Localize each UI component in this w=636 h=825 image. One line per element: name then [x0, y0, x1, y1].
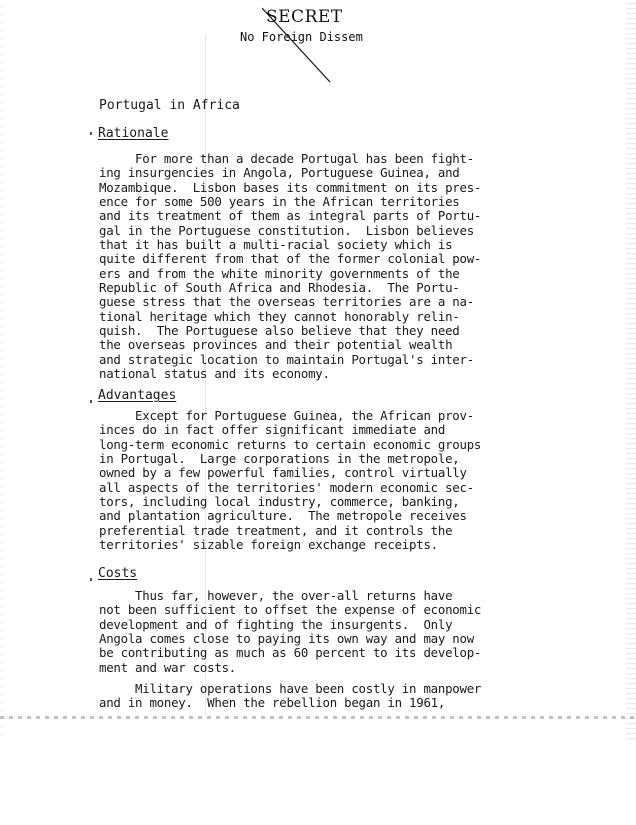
scan-edge-right [626, 0, 636, 740]
margin-mark [90, 400, 92, 403]
margin-mark [90, 132, 92, 135]
classification-strikethrough-mark [262, 6, 362, 86]
section-heading-rationale: Rationale [98, 126, 169, 141]
document-title: Portugal in Africa [99, 98, 240, 113]
section-paragraph-advantages: Except for Portuguese Guinea, the African prov- inces do in fact offer significant immediate and long-term economic returns to certain economic groups in Portugal. Large corporations in the metropole, owned by a few powerful families, control virtually all aspects of the territories' modern economic sec- tors, including local industry, commerce, banking, and plantation agriculture. The metropole receives preferential trade treatment, and it controls the territories' sizable foreign exchange receipts. [99, 408, 482, 553]
section-paragraph-costs-2: Military operations have been costly in manpower and in money. When the rebellion began in 1961, [99, 681, 482, 711]
classification-marking: SECRET [266, 7, 343, 27]
scan-edge-left [0, 0, 3, 740]
section-heading-costs: Costs [98, 566, 138, 581]
section-paragraph-rationale: For more than a decade Portugal has been fight- ing insurgencies in Angola, Portuguese Guinea, and Mozambique. Lisbon bases its commitment on its pres- ence for some 500 years in the African territories and its treatment of them as integral parts of Portu- gal in the Portuguese constitution. Lisbon believes that it has built a multi-racial society which is quite different from that of the former colonial pow- ers and from the white minority governments of the Republic of South Africa and Rhodesia. The Portu- guese stress that the overseas territories are a na- tional heritage which they cannot honorably relin- quish. The Portuguese also believe that they need the overseas provinces and their potential wealth and strategic location to maintain Portugal's inter- national status and its economy. [99, 151, 482, 382]
page-cutoff-edge [0, 716, 636, 719]
margin-mark [90, 578, 92, 581]
handling-caveat: No Foreign Dissem [240, 30, 363, 44]
section-heading-advantages: Advantages [98, 388, 177, 403]
section-paragraph-costs-1: Thus far, however, the over-all returns have not been sufficient to offset the expense of economic development and of fighting the insurgents. Only Angola comes close to paying its own way and may now be contributing as much as 60 percent to its develop- ment and war costs. [99, 588, 482, 675]
